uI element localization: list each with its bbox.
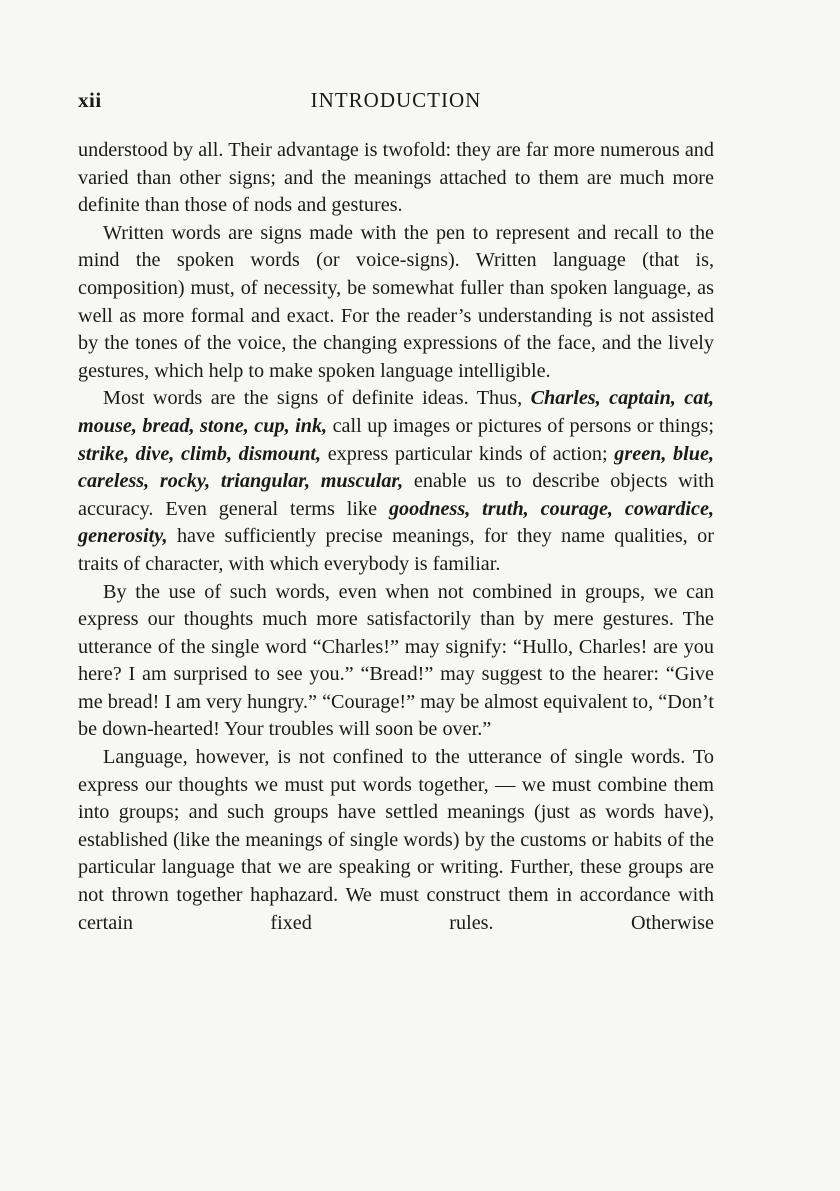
running-head <box>78 88 714 116</box>
text-run: Written words are signs made with the pen to represent and recall to the mind the spoken words (or voice-signs). Written language (that is, composition) must, of necessity, be somewhat fuller than spoken language, as well as more formal and exact. For the reader’s understanding is not assisted by the tones of the voice, the changing expressions of the face, and the lively gestures, which help to make spoken language intelligible. <box>78 221 714 382</box>
page-number: xii <box>78 88 102 112</box>
text-run: Most words are the signs of definite ideas. Thus, <box>103 387 531 410</box>
italic-examples: strike, dive, climb, dismount, <box>78 442 322 465</box>
paragraph <box>78 744 714 937</box>
paragraph <box>78 579 714 745</box>
page-title: INTRODUCTION <box>310 88 482 112</box>
text-run: By the use of such words, even when not combined in groups, we can express our thoughts much more satisfactorily than by mere gestures. The utterance of the single word “Charles!” may signify: “Hullo, Charles! are you here? I am surprised to see you.” “Bread!” may suggest to the hearer: “Give me bread! I am very hungry.” “Courage!” may be almost equivalent to, “Don’t be down-hearted! Your troubles will soon be over.” <box>78 580 714 741</box>
paragraph <box>78 137 714 220</box>
italic-examples: green, blue, careless, rocky, triangular, muscular, <box>78 442 714 493</box>
text-run: Language, however, is not confined to the utterance of single words. To express our thoughts we must put words together, — we must combine them into groups; and such groups have settled meanings (just as words have), established (like the meanings of single words) by the customs or habits of the particular language that we are speaking or writing. Further, these groups are not thrown together haphazard. We must construct them in accordance with certain fixed rules. Otherwise <box>78 746 714 934</box>
italic-examples: goodness, truth, courage, cowardice, generosity, <box>78 497 714 548</box>
text-run: understood by all. Their advantage is twofold: they are far more numerous and varied than other signs; and the meanings attached to them are much more definite than those of nods and gestures. <box>78 139 714 217</box>
paragraph <box>78 220 714 386</box>
paragraph <box>78 385 714 578</box>
text-run: express particular kinds of action; <box>321 442 615 465</box>
body-text <box>78 137 714 937</box>
text-run: have sufficiently precise meanings, for they name qualities, or traits of character, with which everybody is familiar. <box>78 525 714 575</box>
text-run: call up images or pictures of persons or things; <box>327 414 714 437</box>
italic-examples: Charles, captain, cat, mouse, bread, stone, cup, ink, <box>78 387 714 437</box>
text-run: enable us to describe objects with accuracy. Even general terms like <box>78 470 714 520</box>
